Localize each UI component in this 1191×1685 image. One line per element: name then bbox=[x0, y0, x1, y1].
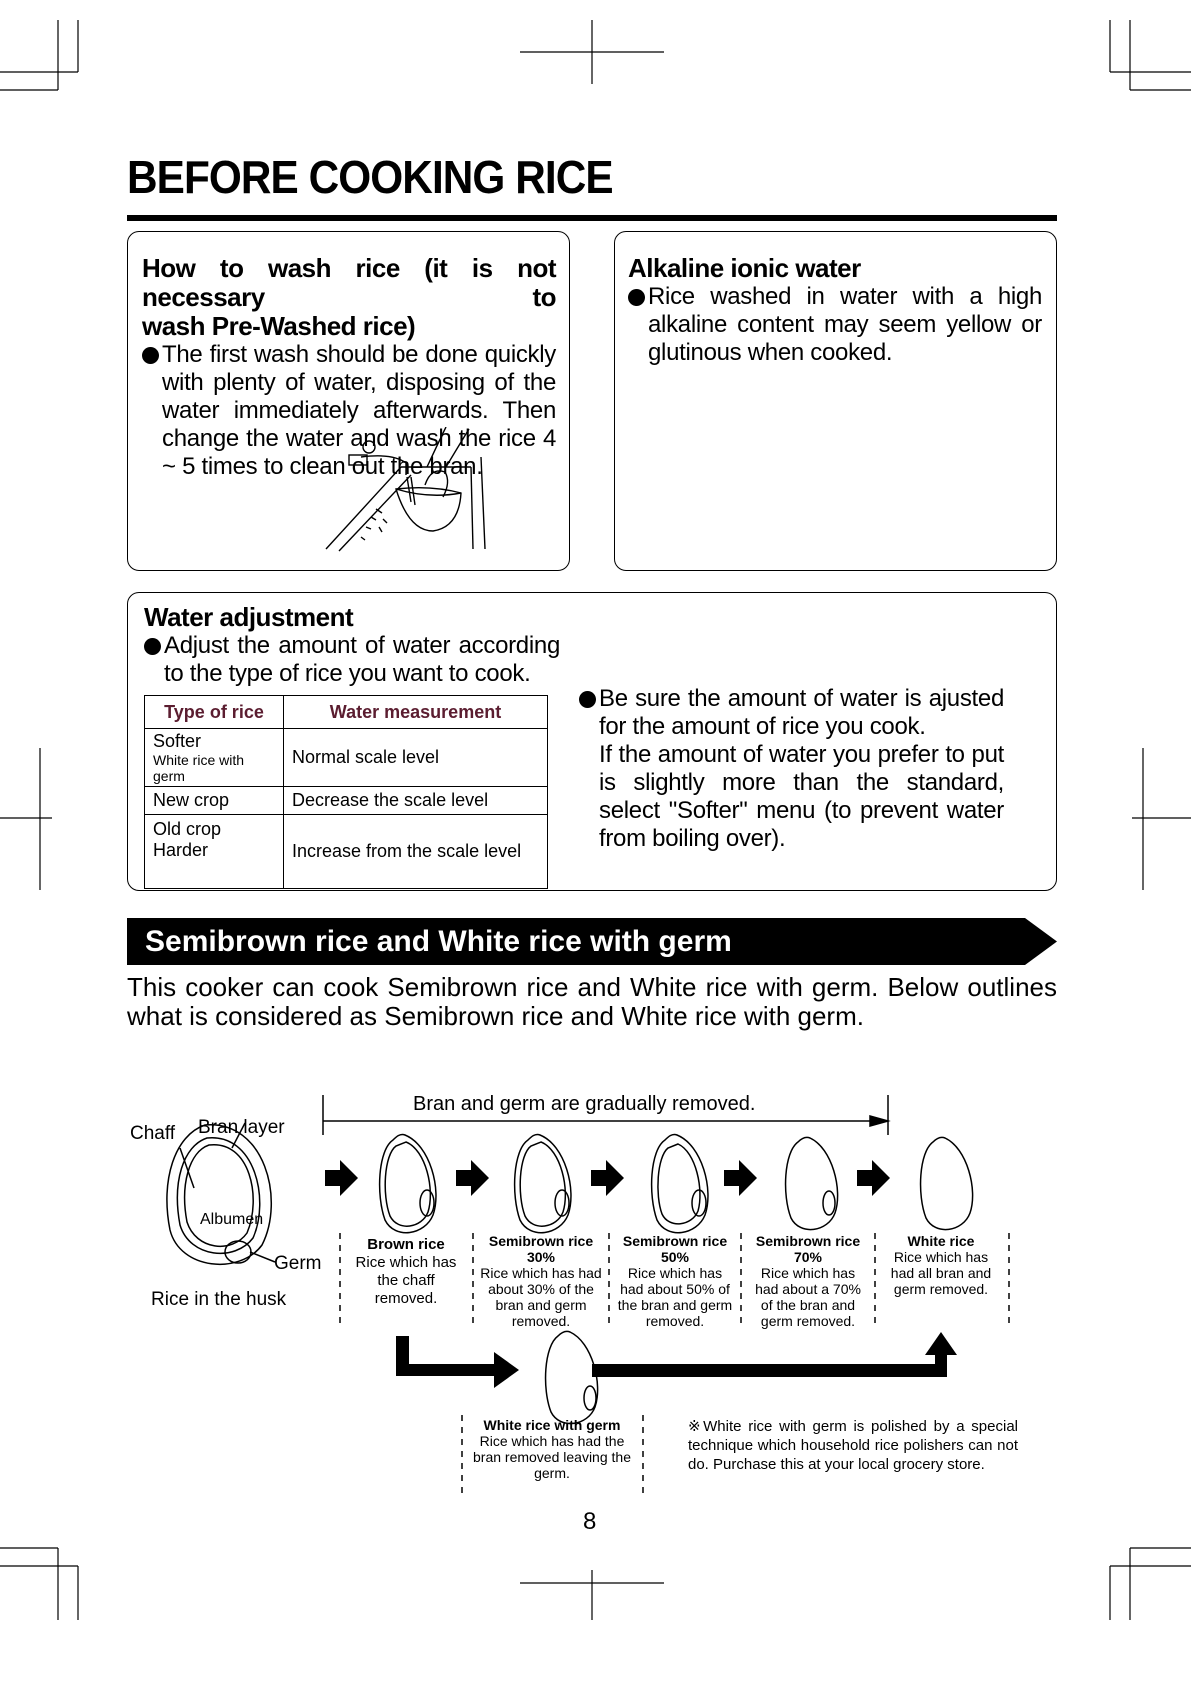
germ-label: Germ bbox=[274, 1253, 322, 1274]
page-number: 8 bbox=[583, 1508, 597, 1535]
stage-name: Semibrown rice bbox=[488, 1233, 594, 1249]
water-text-body: Adjust the amount of water according to the type of rice you want to cook. bbox=[164, 632, 560, 687]
albumen-label: Albumen bbox=[200, 1211, 264, 1228]
stage-desc: Rice which has had all bran and germ removed. bbox=[890, 1249, 992, 1297]
rice-type-sub: Harder bbox=[153, 840, 209, 860]
water-heading: Water adjustment bbox=[144, 602, 354, 632]
stage-brown-rice bbox=[350, 1236, 462, 1308]
bullet-icon bbox=[144, 638, 161, 655]
water-note bbox=[579, 685, 1004, 853]
wash-heading-line1: How to wash rice (it is not necessary to bbox=[142, 253, 556, 312]
bullet-icon bbox=[628, 289, 645, 306]
table-cell: Increase from the scale level bbox=[284, 815, 548, 889]
stage-percent: 70% bbox=[793, 1249, 823, 1265]
stage-white-rice bbox=[885, 1233, 997, 1297]
table-cell: Decrease the scale level bbox=[284, 787, 548, 815]
table-cell: New crop bbox=[145, 787, 284, 815]
washing-rice-illustration bbox=[321, 427, 511, 557]
alkaline-heading: Alkaline ionic water bbox=[628, 253, 861, 283]
stage-percent: 30% bbox=[526, 1249, 556, 1265]
section-banner-text: Semibrown rice and White rice with germ bbox=[145, 925, 732, 958]
rice-type: Softer bbox=[153, 731, 202, 751]
alkaline-text bbox=[628, 283, 1042, 367]
wash-text-body: The first wash should be done quickly with plenty of water, disposing of the water immediately afterwards. Then change the water and wash the rice 4 ~ 5 times to clean out the bran. bbox=[162, 341, 556, 480]
stage-desc: Rice which has had the bran removed leaving the germ. bbox=[473, 1433, 631, 1481]
stage-semibrown-70 bbox=[748, 1233, 868, 1329]
stage-white-rice-with-germ bbox=[468, 1417, 636, 1481]
water-adjustment-box bbox=[127, 592, 1057, 891]
stage-semibrown-30 bbox=[480, 1233, 602, 1329]
husk-caption: Rice in the husk bbox=[151, 1289, 287, 1310]
page-title: BEFORE COOKING RICE bbox=[127, 151, 613, 203]
range-label: Bran and germ are gradually removed. bbox=[413, 1093, 756, 1115]
title-underline bbox=[127, 215, 1057, 221]
water-note-line1: Be sure the amount of water is ajusted for the amount of rice you cook. bbox=[599, 685, 1004, 740]
table-header: Type of rice bbox=[145, 696, 284, 729]
stage-desc: Rice which has the chaff removed. bbox=[355, 1254, 457, 1307]
alkaline-text-body: Rice washed in water with a high alkaline content may seem yellow or glutinous when cooked. bbox=[648, 283, 1042, 366]
table-header: Water measurement bbox=[284, 696, 548, 729]
table-cell bbox=[145, 815, 284, 889]
germ-rice-footnote: ※White rice with germ is polished by a special technique which household rice polishers can not do. Purchase this at your local grocery store. bbox=[688, 1418, 1018, 1473]
wash-heading-line2: wash Pre-Washed rice) bbox=[142, 311, 416, 341]
stage-name: White rice with germ bbox=[483, 1417, 621, 1433]
table-cell bbox=[145, 729, 284, 787]
stage-percent: 50% bbox=[660, 1249, 690, 1265]
stage-name: Semibrown rice bbox=[755, 1233, 861, 1249]
stage-semibrown-50 bbox=[616, 1233, 734, 1329]
alkaline-water-box bbox=[614, 231, 1057, 571]
stage-desc: Rice which has had about 50% of the bran and germ removed. bbox=[617, 1265, 733, 1329]
table-row bbox=[145, 729, 548, 787]
rice-type: Old crop bbox=[153, 819, 222, 839]
section-intro: This cooker can cook Semibrown rice and White rice with germ. Below outlines what is considered as Semibrown rice and White rice with germ. bbox=[127, 972, 1057, 1031]
stage-name: Semibrown rice bbox=[622, 1233, 728, 1249]
bullet-icon bbox=[579, 691, 596, 708]
table-row bbox=[145, 815, 548, 889]
wash-instructions-box bbox=[127, 231, 570, 571]
table-cell: Normal scale level bbox=[284, 729, 548, 787]
chaff-label: Chaff bbox=[130, 1123, 176, 1144]
stage-name: Brown rice bbox=[367, 1236, 445, 1253]
bullet-icon bbox=[142, 347, 159, 364]
water-note-line2: If the amount of water you prefer to put is slightly more than the standard, select "Softer" menu (to prevent water from boiling over). bbox=[599, 741, 1004, 852]
rice-type-sub: White rice with germ bbox=[153, 752, 245, 784]
water-text bbox=[144, 632, 560, 688]
bran-layer-label: Bran layer bbox=[198, 1117, 285, 1138]
stage-desc: Rice which has had about a 70% of the bran and germ removed. bbox=[755, 1265, 861, 1329]
water-measurement-table bbox=[144, 695, 548, 889]
stage-desc: Rice which has had about 30% of the bran and germ removed. bbox=[480, 1265, 602, 1329]
stage-name: White rice bbox=[907, 1233, 975, 1249]
table-header-row bbox=[145, 696, 548, 729]
table-row bbox=[145, 787, 548, 815]
